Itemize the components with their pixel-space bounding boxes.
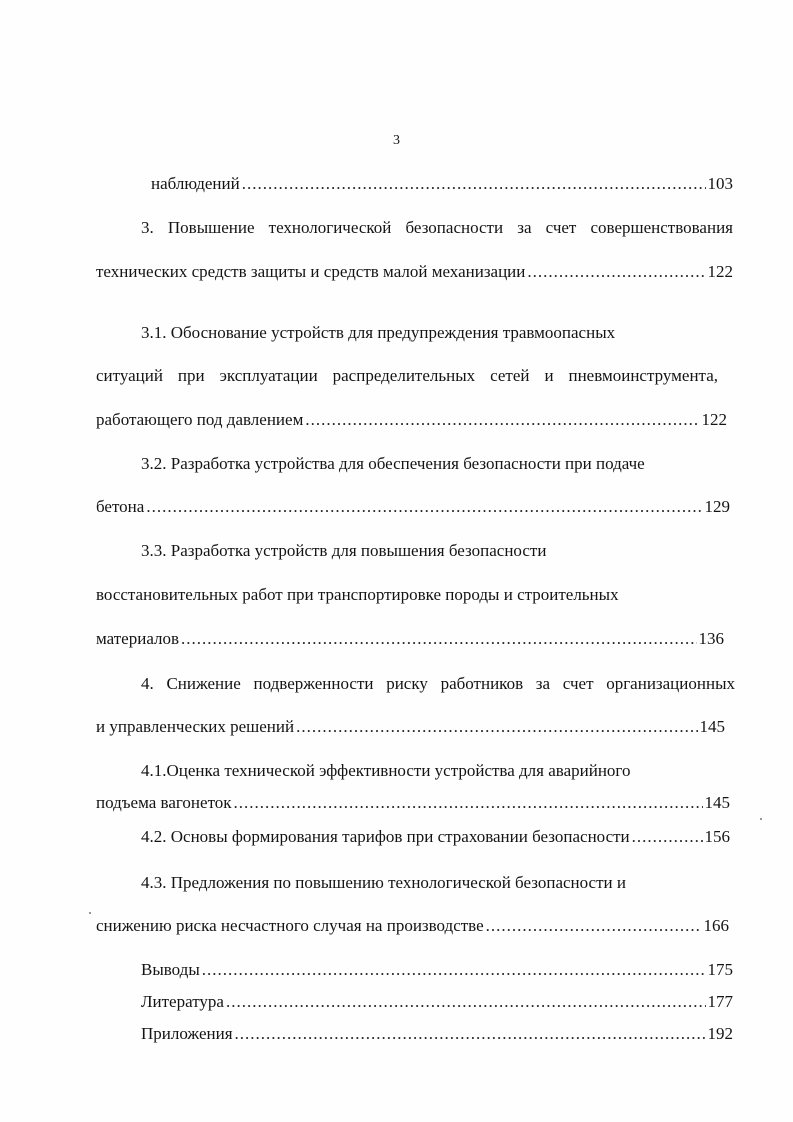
toc-entry bbox=[141, 323, 615, 343]
toc-entry-text: 4.3. Предложения по повышению технологической безопасности и bbox=[141, 873, 626, 892]
toc-entry-text: снижению риска несчастного случая на производстве bbox=[96, 916, 484, 935]
leader-dots bbox=[305, 410, 699, 430]
toc-entry-text: 4. Снижение подверженности риску работников за счет организационных bbox=[141, 674, 735, 693]
toc-entry bbox=[96, 717, 725, 737]
leader-dots bbox=[486, 916, 702, 936]
toc-entry bbox=[96, 793, 730, 813]
toc-entry-page: 122 bbox=[701, 410, 727, 429]
toc-entry-page: 145 bbox=[699, 717, 725, 736]
toc-entry bbox=[141, 1024, 733, 1044]
toc-entry-text: материалов bbox=[96, 629, 180, 648]
leader-dots bbox=[234, 793, 703, 813]
toc-entry-page: 129 bbox=[704, 497, 730, 516]
page-number: 3 bbox=[393, 133, 400, 148]
toc-entry bbox=[96, 410, 727, 430]
toc-entry bbox=[96, 916, 729, 936]
toc-entry-page: 156 bbox=[704, 827, 730, 846]
toc-entry-text: Литература bbox=[141, 992, 224, 1011]
toc-entry bbox=[96, 585, 619, 605]
toc-entry-text: технических средств защиты и средств малой механизации bbox=[96, 262, 526, 281]
leader-dots bbox=[242, 174, 706, 194]
toc-entry-page: 103 bbox=[707, 174, 733, 193]
toc-entry-page: 166 bbox=[703, 916, 729, 935]
scan-speck bbox=[89, 912, 91, 914]
leader-dots bbox=[632, 827, 703, 847]
leader-dots bbox=[527, 262, 705, 282]
toc-entry bbox=[96, 262, 733, 282]
leader-dots bbox=[235, 1024, 706, 1044]
toc-entry-page: 122 bbox=[707, 262, 733, 281]
toc-entry-text: и управленческих решений bbox=[96, 717, 295, 736]
toc-entry bbox=[141, 960, 733, 980]
toc-entry bbox=[96, 629, 724, 649]
toc-entry-text: Приложения bbox=[141, 1024, 233, 1043]
toc-entry-page: 192 bbox=[707, 1024, 733, 1043]
toc-entry-text: работающего под давлением bbox=[96, 410, 304, 429]
leader-dots bbox=[181, 629, 696, 649]
leader-dots bbox=[146, 497, 702, 517]
toc-entry-text: ситуаций при эксплуатации распределительных сетей и пневмоинструмента, bbox=[96, 366, 718, 385]
toc-entry bbox=[96, 366, 718, 386]
toc-entry-text: подъема вагонеток bbox=[96, 793, 232, 812]
toc-entry bbox=[141, 761, 630, 781]
toc-entry-page: 145 bbox=[704, 793, 730, 812]
toc-entry-text: 3.1. Обоснование устройств для предупреждения травмоопасных bbox=[141, 323, 616, 342]
toc-entry bbox=[151, 174, 733, 194]
toc-entry-text: бетона bbox=[96, 497, 145, 516]
toc-entry bbox=[141, 541, 546, 561]
leader-dots bbox=[296, 717, 697, 737]
toc-entry-text: наблюдений bbox=[151, 174, 240, 193]
toc-entry-text: восстановительных работ при транспортировке породы и строительных bbox=[96, 585, 619, 604]
toc-entry-text: 3.2. Разработка устройства для обеспечения безопасности при подаче bbox=[141, 454, 645, 473]
toc-entry-page: 175 bbox=[707, 960, 733, 979]
leader-dots bbox=[202, 960, 706, 980]
toc-entry-text: Выводы bbox=[141, 960, 200, 979]
toc-entry-text: 4.2. Основы формирования тарифов при страховании безопасности bbox=[141, 827, 630, 846]
toc-entry bbox=[141, 218, 733, 238]
toc-entry-page: 177 bbox=[707, 992, 733, 1011]
toc-entry bbox=[141, 454, 645, 474]
toc-entry bbox=[141, 873, 626, 893]
toc-entry bbox=[141, 827, 730, 847]
leader-dots bbox=[226, 992, 706, 1012]
toc-entry-page: 136 bbox=[698, 629, 724, 648]
toc-entry-text: 3. Повышение технологической безопасности за счет совершенствования bbox=[141, 218, 733, 237]
toc-entry bbox=[141, 992, 733, 1012]
toc-entry bbox=[141, 674, 735, 694]
toc-entry bbox=[96, 497, 730, 517]
scan-speck bbox=[760, 818, 762, 820]
toc-entry-text: 4.1.Оценка технической эффективности устройства для аварийного bbox=[141, 761, 631, 780]
toc-entry-text: 3.3. Разработка устройств для повышения безопасности bbox=[141, 541, 547, 560]
